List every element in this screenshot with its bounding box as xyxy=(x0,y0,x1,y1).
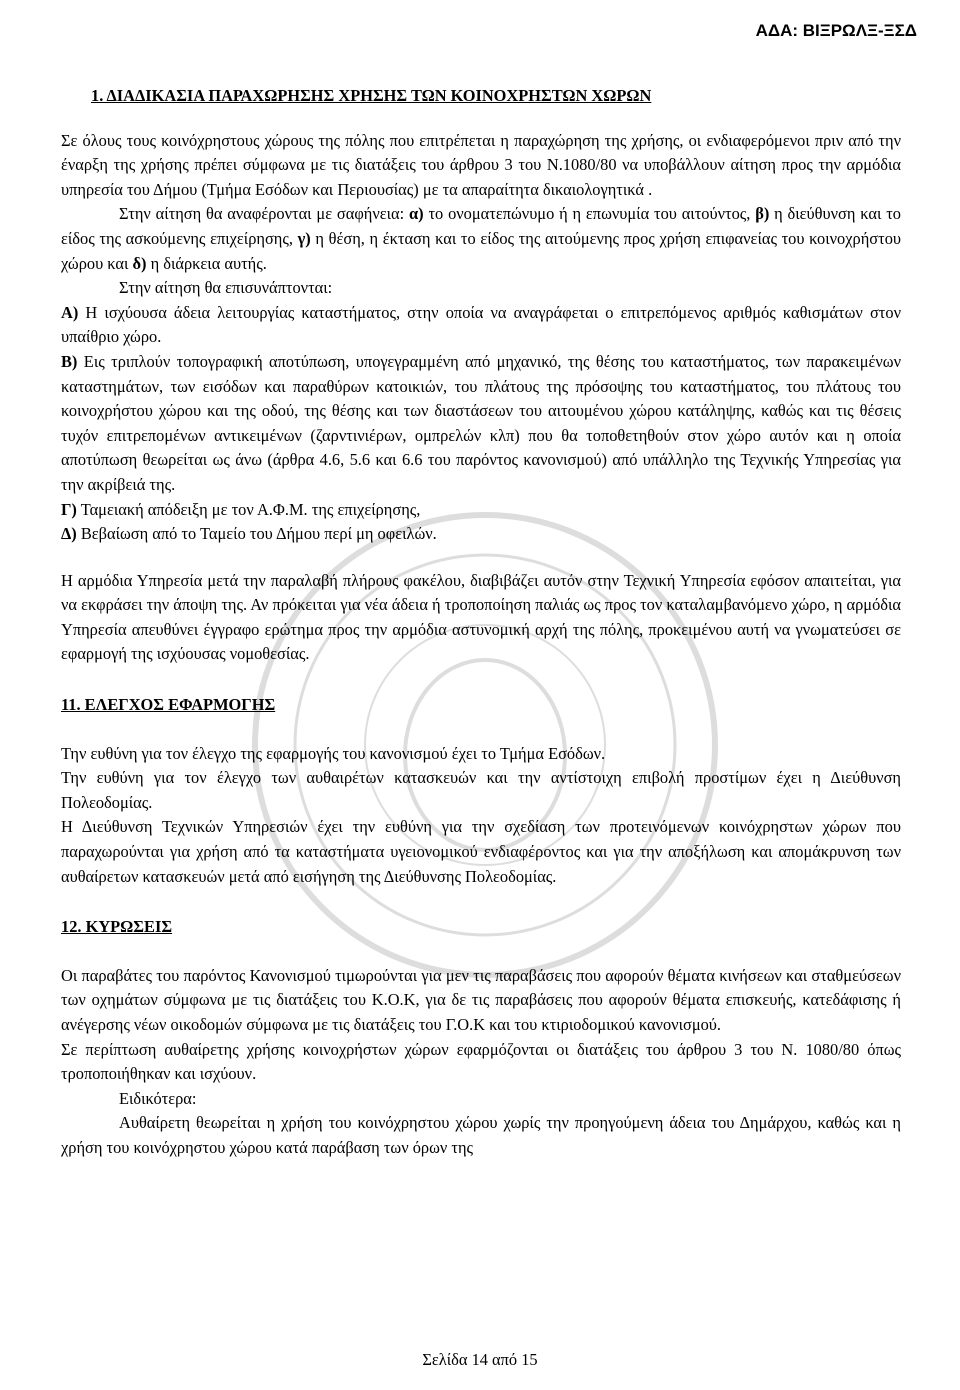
section-11-p1: Την ευθύνη για τον έλεγχο της εφαρμογής του κανονισμού έχει το Τμήμα Εσόδων. xyxy=(61,743,606,763)
req-d-text: η διάρκεια αυτής. xyxy=(146,253,267,273)
att-c-label: Γ) xyxy=(61,499,77,519)
req-c-text: η θέση, η έκταση και το είδος της αιτούμενης προς χρήση επιφανείας του κοινοχρήστου χώρου και xyxy=(61,228,901,273)
attachment-d xyxy=(61,522,901,547)
req-d-label: δ) xyxy=(132,253,147,273)
attachment-c xyxy=(61,498,901,523)
att-b-label: Β) xyxy=(61,351,78,371)
section-11-p3: Η Διεύθυνση Τεχνικών Υπηρεσιών έχει την ευθύνη για την σχεδίαση των προτεινόμενων κοινόχρηστων χώρων που παραχωρούνται για χρήση από τα καταστήματα υγειονομικού ενδιαφέροντος και για την αποξήλωση και απομάκρυνση των αυθαίρετων κατασκευών μετά από εισήγηση της Διεύθυνσης Πολεοδομίας. xyxy=(61,817,901,886)
att-d-label: Δ) xyxy=(61,524,77,544)
section-1-title: 1. ΔΙΑΔΙΚΑΣΙΑ ΠΑΡΑΧΩΡΗΣΗΣ ΧΡΗΣΗΣ ΤΩΝ ΚΟΙΝΟΧΡΗΣΤΩΝ ΧΩΡΩΝ xyxy=(91,86,652,105)
section-11-title: 11. ΕΛΕΓΧΟΣ ΕΦΑΡΜΟΓΗΣ xyxy=(61,695,276,715)
request-contents xyxy=(61,202,901,276)
req-b-text: η διεύθυνση και το είδος της ασκούμενης επιχείρησης, xyxy=(61,204,901,248)
req-a-label: α) xyxy=(409,204,424,224)
section-12-p3: Ειδικότερα: xyxy=(119,1088,197,1108)
att-d-text: Βεβαίωση από το Ταμείο του Δήμου περί μη οφειλών. xyxy=(76,524,437,544)
req-b-label: β) xyxy=(755,204,770,224)
section-12-p2: Σε περίπτωση αυθαίρετης χρήσης κοινοχρήστων χώρων εφαρμόζονται οι διατάξεις του άρθρου 3 του Ν. 1080/80 όπως τροποποιήθηκαν και ισχύουν. xyxy=(61,1039,901,1084)
attachment-a xyxy=(61,301,901,350)
section-1-intro: Σε όλους τους κοινόχρηστους χώρους της πόλης που επιτρέπεται η παραχώρηση της χρήσης, οι ενδιαφερόμενοι πριν από την έναρξη της χρήσης πρέπει σύμφωνα με τις διατάξεις του άρθρου 3 του Ν.1080/80 να υποβάλλουν αίτηση προς την αρμόδια υπηρεσία του Δήμου (Τμήμα Εσόδων και Περιουσίας) με τα απαραίτητα δικαιολογητικά . xyxy=(61,130,901,199)
page-number: Σελίδα 14 από 15 xyxy=(422,1350,538,1369)
attachments-intro: Στην αίτηση θα επισυνάπτονται: xyxy=(119,278,333,298)
section-12-p1: Οι παραβάτες του παρόντος Κανονισμού τιμωρούνται για μεν τις παραβάσεις που αφορούν θέματα κινήσεων και σταθμεύσεων των οχημάτων σύμφωνα με τις διατάξεις του Κ.Ο.Κ, για δε τις παραβάσεις που αφορούν θέματα επισκευής, κατεδάφισης ή ανέγερσης νέων οικοδομών σύμφωνα με τις διατάξεις του Γ.Ο.Κ και του κτιριοδομικού κανονισμού. xyxy=(61,965,901,1034)
att-a-label: Α) xyxy=(61,302,79,322)
service-paragraph: Η αρμόδια Υπηρεσία μετά την παραλαβή πλήρους φακέλου, διαβιβάζει αυτόν στην Τεχνική Υπηρεσία εφόσον απαιτείται, για να εκφράσει την άποψη της. Αν πρόκειται για νέα άδεια ή τροποποίηση παλιάς ως προς τον καταλαμβανόμενο χώρο, η αρμόδια Υπηρεσία απευθύνει έγγραφο ερώτημα προς την αρμόδια αστυνομική αρχή της πόλης, προκειμένου αυτή να γνωματεύσει σε εφαρμογή της ισχύουσας νομοθεσίας. xyxy=(61,570,901,664)
ada-code: ΑΔΑ: ΒΙΞΡΩΛΞ-ΞΣΔ xyxy=(755,21,917,40)
section-11-p2: Την ευθύνη για τον έλεγχο των αυθαιρέτων κατασκευών και την αντίστοιχη επιβολή προστίμων έχει η Διεύθυνση Πολεοδομίας. xyxy=(61,768,901,812)
att-a-text: Η ισχύουσα άδεια λειτουργίας καταστήματος, στην οποία να αναγράφεται ο επιτρεπόμενος αριθμός καθισμάτων στον υπαίθριο χώρο. xyxy=(61,302,901,347)
document-page xyxy=(61,84,901,1161)
section-12-p4: Αυθαίρετη θεωρείται η χρήση του κοινόχρηστου χώρου χωρίς την προηγούμενη άδεια του Δημάρχου, καθώς και η χρήση του κοινόχρηστου χώρου κατά παράβαση των όρων της xyxy=(61,1113,901,1157)
section-12-title: 12. ΚΥΡΩΣΕΙΣ xyxy=(61,917,173,937)
attachment-b xyxy=(61,350,901,498)
req-c-label: γ) xyxy=(297,228,311,248)
att-c-text: Ταμειακή απόδειξη με τον Α.Φ.Μ. της επιχείρησης, xyxy=(76,499,421,519)
req-a-text: το ονοματεπώνυμο ή η επωνυμία του αιτούντος, xyxy=(423,204,756,224)
att-b-text: Εις τριπλούν τοπογραφική αποτύπωση, υπογεγραμμένη από μηχανικό, της θέσης του καταστήματος, των παρακειμένων καταστημάτων, των εισόδων και παραθύρων κατοικιών, του πλάτους της πρόσοψης του καταστήματος, του πλάτους του κοινοχρήστου χώρου και της οδού, της θέσης και των διαστάσεων του αιτουμένου χώρου κατάληψης, καθώς και τις θέσεις τυχόν επιτρεπομένων αντικειμένων (ζαρντινιέρων, ομπρελών κλπ) που θα τοποθετηθούν στον χώρο αυτόν και η οποία αποτύπωση θεωρείται ως άνω (άρθρα 4.6, 5.6 και 6.6 του παρόντος κανονισμού) από υπάλληλο της Τεχνικής Υπηρεσίας για την ακρίβειά της. xyxy=(61,351,901,494)
request-intro: Στην αίτηση θα αναφέρονται με σαφήνεια: xyxy=(119,204,410,224)
